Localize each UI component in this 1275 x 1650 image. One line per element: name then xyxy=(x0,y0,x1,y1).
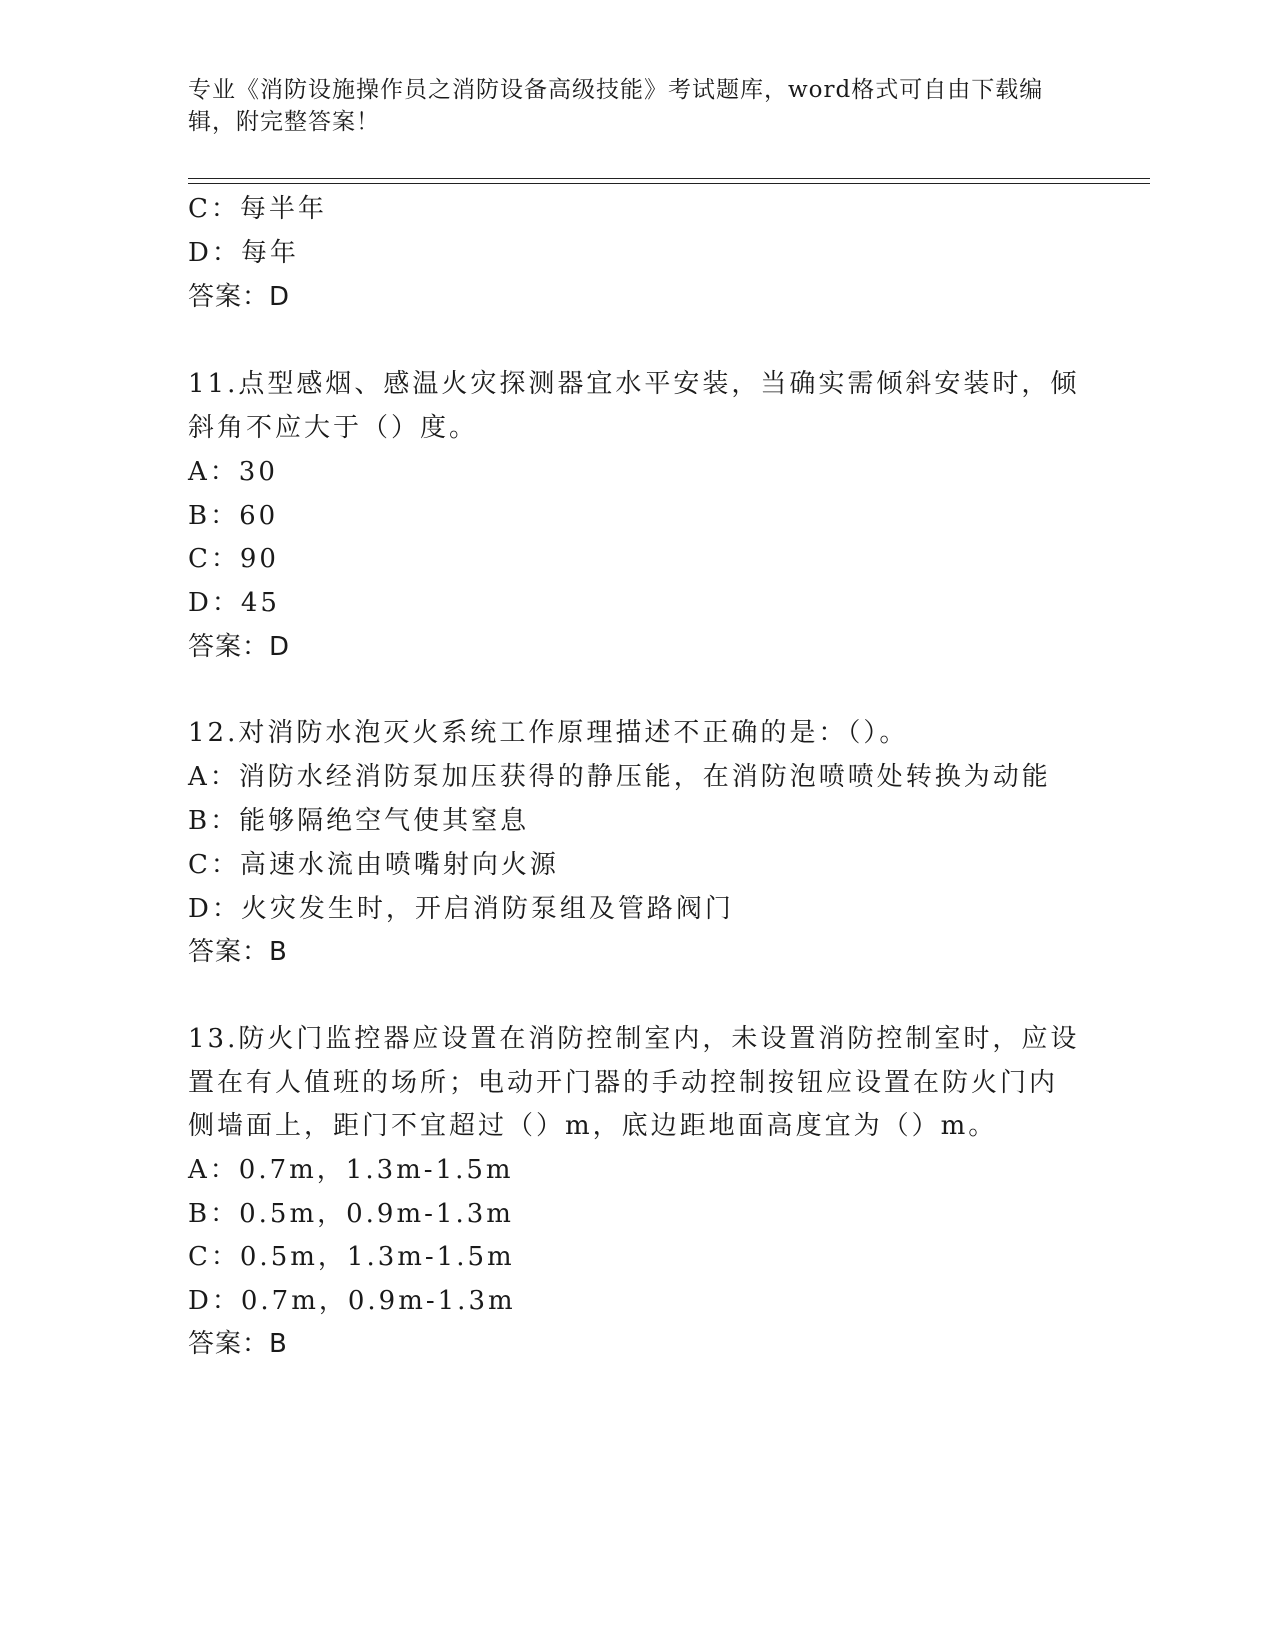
question-11-option-a: A：30 xyxy=(188,457,278,487)
option-d: D：每年 xyxy=(188,238,299,268)
question-12-option-d: D：火灾发生时，开启消防泵组及管路阀门 xyxy=(188,894,734,924)
question-11-stem-line-1: 11.点型感烟、感温火灾探测器宜水平安装，当确实需倾斜安装时，倾 xyxy=(188,369,1080,399)
question-11-option-d: D：45 xyxy=(188,588,280,618)
question-11-stem-line-2: 斜角不应大于（）度。 xyxy=(188,413,479,443)
question-12-answer: 答案：B xyxy=(188,937,288,967)
question-11-option-b: B：60 xyxy=(188,501,279,531)
question-13-stem-line-3: 侧墙面上，距门不宜超过（）m，底边距地面高度宜为（）m。 xyxy=(188,1111,998,1141)
document-header: 专业《消防设施操作员之消防设备高级技能》考试题库，word格式可自由下载编辑，附完整答案！ xyxy=(188,77,1044,135)
question-13-option-c: C：0.5m，1.3m-1.5m xyxy=(188,1242,515,1272)
answer-line: 答案：D xyxy=(188,282,291,312)
question-13-option-a: A：0.7m，1.3m-1.5m xyxy=(188,1155,514,1185)
question-12-stem-line-1: 12.对消防水泡灭火系统工作原理描述不正确的是：（）。 xyxy=(188,718,909,748)
question-13-option-b: B：0.5m，0.9m-1.3m xyxy=(188,1199,514,1229)
question-13-stem-line-2: 置在有人值班的场所；电动开门器的手动控制按钮应设置在防火门内 xyxy=(188,1068,1059,1098)
question-13-option-d: D：0.7m，0.9m-1.3m xyxy=(188,1286,516,1316)
question-12-option-a: A：消防水经消防泵加压获得的静压能，在消防泡喷喷处转换为动能 xyxy=(188,762,1051,792)
question-12-option-c: C：高速水流由喷嘴射向火源 xyxy=(188,850,559,880)
header-divider-bottom xyxy=(188,183,1150,184)
option-c: C：每半年 xyxy=(188,194,327,224)
question-11-option-c: C：90 xyxy=(188,544,279,574)
question-13-answer: 答案：B xyxy=(188,1329,288,1359)
question-13-stem-line-1: 13.防火门监控器应设置在消防控制室内，未设置消防控制室时，应设 xyxy=(188,1024,1080,1054)
question-11-answer: 答案：D xyxy=(188,632,291,662)
header-divider-top xyxy=(188,178,1150,179)
question-12-option-b: B：能够隔绝空气使其窒息 xyxy=(188,806,530,836)
